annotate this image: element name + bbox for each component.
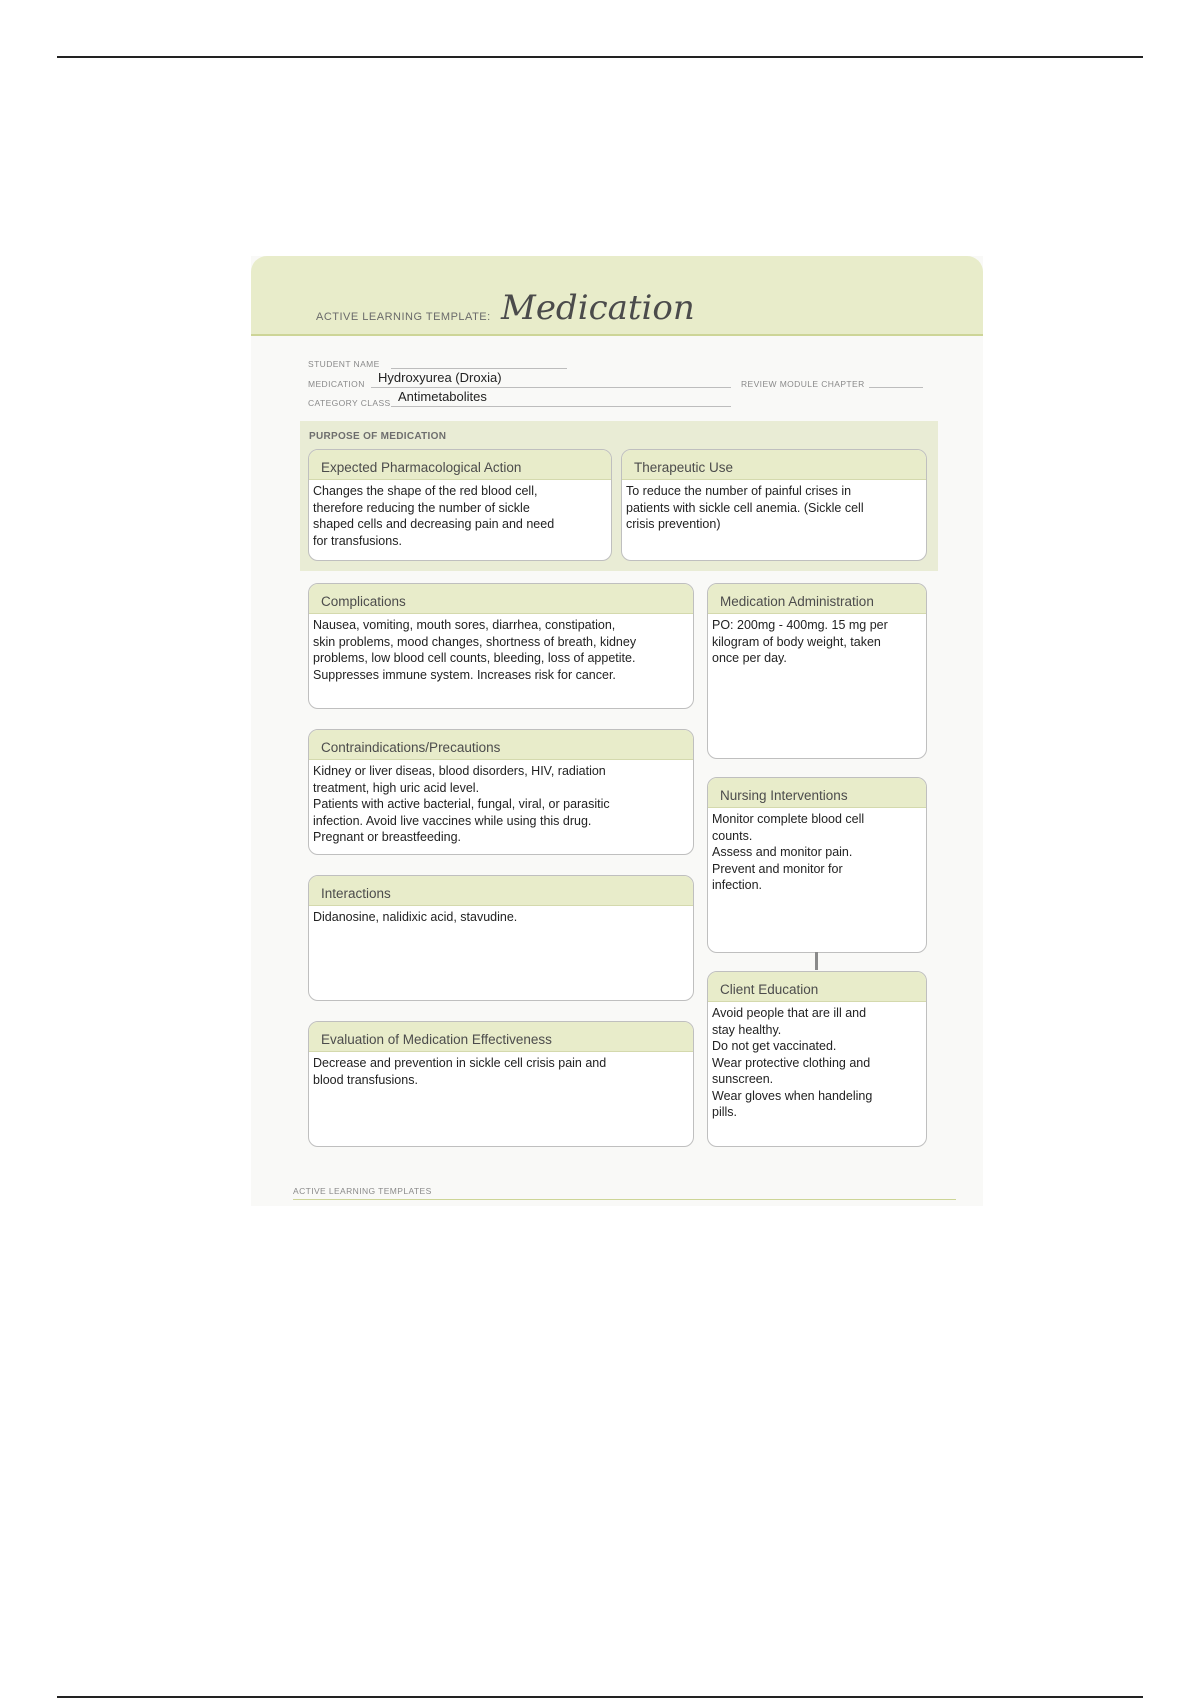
client-education-box xyxy=(707,971,927,1147)
review-module-line xyxy=(869,387,923,388)
top-rule xyxy=(57,56,1143,58)
interactions-text: Didanosine, nalidixic acid, stavudine. xyxy=(313,910,518,924)
contraindications-box xyxy=(308,729,694,855)
expected-action-text: Changes the shape of the red blood cell, therefore reducing the number of sickle shaped cells and decreasing pain and need for transfusions. xyxy=(313,484,555,548)
bottom-rule xyxy=(57,1696,1143,1698)
administration-box xyxy=(707,583,927,759)
purpose-label: PURPOSE OF MEDICATION xyxy=(309,431,447,442)
medication-label: MEDICATION xyxy=(308,379,365,389)
complications-box xyxy=(308,583,694,709)
category-value: Antimetabolites xyxy=(398,389,487,404)
interactions-title: Interactions xyxy=(309,876,693,906)
footer-line xyxy=(293,1199,956,1200)
category-label: CATEGORY CLASS xyxy=(308,398,391,408)
evaluation-title: Evaluation of Medication Effectiveness xyxy=(309,1022,693,1052)
therapeutic-use-box xyxy=(621,449,927,561)
medication-template-sheet xyxy=(251,256,983,1206)
evaluation-text: Decrease and prevention in sickle cell crisis pain and blood transfusions. xyxy=(313,1056,607,1087)
expected-action-title: Expected Pharmacological Action xyxy=(309,450,611,480)
template-title: Medication xyxy=(501,288,695,328)
nursing-interventions-title: Nursing Interventions xyxy=(708,778,926,808)
template-header xyxy=(251,256,983,336)
nursing-interventions-text: Monitor complete blood cell counts. Assess and monitor pain. Prevent and monitor for infection. xyxy=(712,812,865,892)
therapeutic-use-text: To reduce the number of painful crises in patients with sickle cell anemia. (Sickle cell crisis prevention) xyxy=(626,484,864,531)
interactions-box xyxy=(308,875,694,1001)
client-education-title: Client Education xyxy=(708,972,926,1002)
complications-text: Nausea, vomiting, mouth sores, diarrhea, constipation, skin problems, mood changes, shortness of breath, kidney problems, low blood cell counts, bleeding, loss of appetite. Suppresses immune system. Increases risk for cancer. xyxy=(313,618,637,682)
box-connector xyxy=(815,952,818,970)
administration-title: Medication Administration xyxy=(708,584,926,614)
nursing-interventions-box xyxy=(707,777,927,953)
medication-value: Hydroxyurea (Droxia) xyxy=(378,370,502,385)
complications-title: Complications xyxy=(309,584,693,614)
expected-action-box xyxy=(308,449,612,561)
contraindications-title: Contraindications/Precautions xyxy=(309,730,693,760)
medication-line xyxy=(371,387,731,388)
footer-label: ACTIVE LEARNING TEMPLATES xyxy=(293,1186,432,1196)
client-education-text: Avoid people that are ill and stay healthy. Do not get vaccinated. Wear protective clothing and sunscreen. Wear gloves when handeling pills. xyxy=(712,1006,873,1119)
category-line xyxy=(391,406,731,407)
student-name-line xyxy=(391,368,567,369)
template-label: ACTIVE LEARNING TEMPLATE: xyxy=(316,311,491,323)
purpose-section xyxy=(300,421,938,571)
therapeutic-use-title: Therapeutic Use xyxy=(622,450,926,480)
administration-text: PO: 200mg - 400mg. 15 mg per kilogram of body weight, taken once per day. xyxy=(712,618,888,665)
contraindications-text: Kidney or liver diseas, blood disorders, HIV, radiation treatment, high uric acid level. Patients with active bacterial, fungal, viral, or parasitic infection. Avoid live vaccines while using this drug. Pregnant or breastfeeding. xyxy=(313,764,610,844)
student-name-label: STUDENT NAME xyxy=(308,359,380,369)
review-module-label: REVIEW MODULE CHAPTER xyxy=(741,379,865,389)
evaluation-box xyxy=(308,1021,694,1147)
